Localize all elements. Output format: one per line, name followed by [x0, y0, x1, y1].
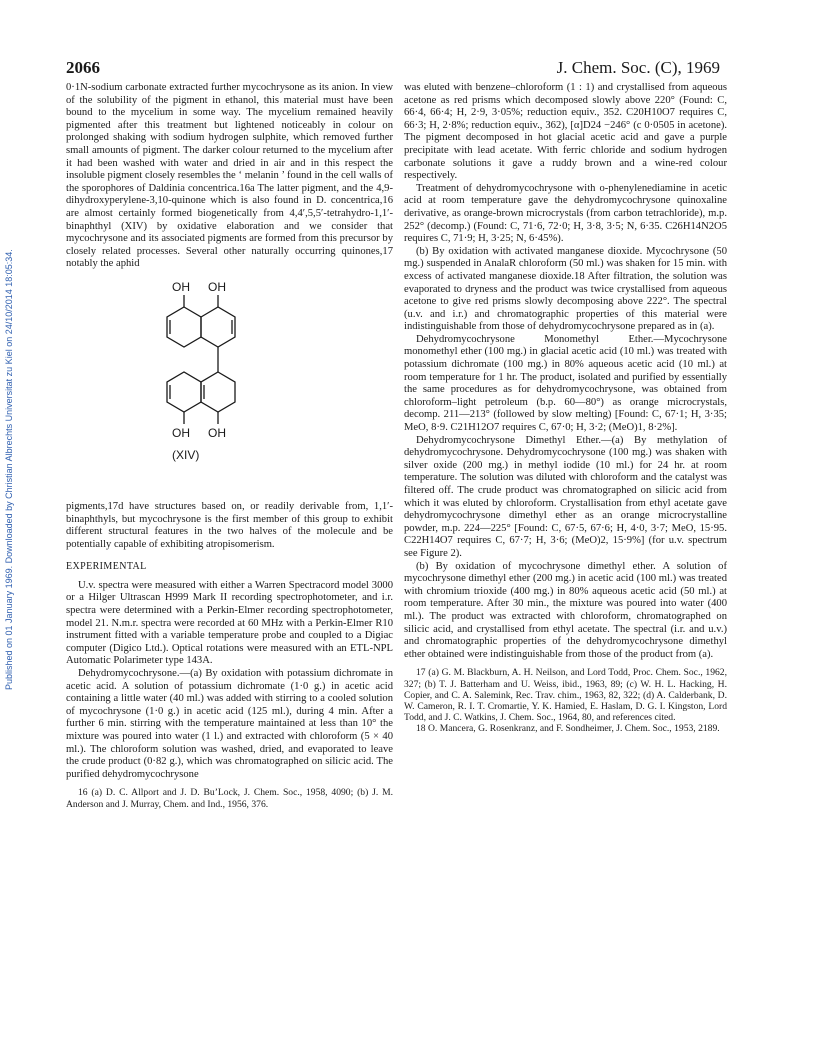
- journal-header: J. Chem. Soc. (C), 1969: [556, 58, 720, 77]
- left-column: [66, 82, 393, 810]
- binaphthyl-structure-diagram: [156, 275, 276, 497]
- footnote: 18 O. Mancera, G. Rosenkranz, and F. Sondheimer, J. Chem. Soc., 1953, 2189.: [416, 723, 720, 735]
- oh-label: OH: [172, 279, 190, 294]
- oh-label: OH: [208, 279, 226, 294]
- paragraph: Dehydromycochrysone Monomethyl Ether.—Mycochrysone monomethyl ether (100 mg.) in glacial acetic acid (10 ml.) was treated with potassium dichromate (100 mg.) in 80% aqueous acetic acid (10 ml.) at room temperature for 1 hr. The product, isolated and purified by essentially the same procedures as for dehydromycochrysone, was obtained from chloroform–light petroleum (b.p. 60—80°) as orange microcrystals, decomp. 211—213° (followed by slow melting) [Found: C, 67·1; H, 3·35; MeO, 8·9. C21H12O7 requires C, 67·0; H, 3·2; (MeO)1, 8·2%].: [404, 333, 727, 434]
- section-heading: EXPERIMENTAL: [66, 561, 147, 573]
- paragraph: was eluted with benzene–chloroform (1 : 1) and crystallised from aqueous acetone as red prisms which decomposed slowly above 220° (Found: C, 66·4, 66·4; H, 2·9, 3·05%; reduction equiv., 352. C20H10O7 requires C, 66·3; H, 2·8%; reduction equiv., 362), [α]D24 −246° (c 0·0505 in acetone). The pigment decomposed in hot glacial acetic acid and gave a purple precipitate with lead acetate. With ferric chloride and sodium hydrogen carbonate solutions it gave a ruddy brown and a wine-red colour respectively.: [404, 82, 727, 182]
- paragraph: pigments,17d have structures based on, or readily derivable from, 1,1′-binaphthyls, but mycochrysone is the first member of this group to exhibit different structural features in the two halves of the molecule and be potentially capable of exhibiting atropisomerism.: [66, 500, 393, 550]
- oh-label: OH: [172, 425, 190, 440]
- right-column: [404, 82, 727, 735]
- compound-label: (XIV): [172, 447, 200, 462]
- paragraph: Dehydromycochrysone Dimethyl Ether.—(a) By methylation of dehydromycochrysone. Dehydromycochrysone (100 mg.) was shaken with silver oxide (200 mg.) in methyl iodide (10 ml.) for 24 hr. at room temperature. The solution was diluted with chloroform and the catalyst was filtered off. The crude product was chromatographed on silicic acid from which it was eluted by chloroform. Crystallisation from ethyl acetate gave dehydromycochrysone dimethyl ether as an orange microcrystalline powder, m.p. 224—225° [Found: C, 67·5, 67·6; H, 4·0, 3·7; MeO, 15·95. C22H14O7 requires C, 67·7; H, 3·6; (MeO)2, 15·9%] (for u.v. spectrum see Figure 2).: [404, 434, 727, 559]
- footnote: 16 (a) D. C. Allport and J. D. Bu’Lock, J. Chem. Soc., 1958, 4090; (b) J. M. Anderson and J. Murray, Chem. and Ind., 1956, 376.: [66, 787, 393, 810]
- paragraph: (b) By oxidation with activated manganese dioxide. Mycochrysone (50 mg.) suspended in AnalaR chloroform (50 ml.) was shaken for 15 min. with excess of activated manganese dioxide.18 After filtration, the solution was evaporated to dryness and the product was twice crystallised from aqueous acetone to give red prisms slowly decomposing above 222°. The spectral (u.v. and i.r.) and chromatographic properties of this material were indistinguishable from those of dehydromycochrysone prepared as in (a).: [404, 245, 727, 333]
- paragraph: Treatment of dehydromycochrysone with o-phenylenediamine in acetic acid at room temperature gave the dehydromycochrysone quinoxaline derivative, as orange-brown microcrystals (from carbon tetrachloride), m.p. 252° (decomp.) (Found: C, 71·6, 72·0; H, 3·8, 3·5; N, 6·35. C26H14N2O5 requires C, 71·9; H, 3·25; N, 6·45%).: [404, 182, 727, 245]
- paragraph: Dehydromycochrysone.—(a) By oxidation with potassium dichromate in acetic acid. A solution of potassium dichromate (1·0 g.) in acetic acid containing a little water (40 ml.) was added with stirring to a cooled solution of mycochrysone (1·0 g.) in acetic acid (125 ml.), during 4 min. After a further 6 min. stirring with the temperature maintained at less than 10° the mixture was poured into water (1 l.) and extracted with chloroform (5 × 40 ml.). The chloroform solution was washed, dried, and evaporated to leave the crude product (0·82 g.), which was chromatographed on silicic acid. The purified dehydromycochrysone: [66, 668, 393, 780]
- paragraph: U.v. spectra were measured with either a Warren Spectracord model 3000 or a Hilger Ultrascan H999 Mark II recording spectrophotometer, and i.r. spectra were determined with a Perkin-Elmer recording spectrophotometer, model 21. N.m.r. spectra were recorded at 60 MHz with a Perkin-Elmer R10 instrument fitted with a variable temperature probe and coupled to a Digiac computer (Digico Ltd.). Optical rotations were measured with an ETL-NPL Automatic Polarimeter type 143A.: [66, 579, 393, 667]
- oh-label: OH: [208, 425, 226, 440]
- paragraph: (b) By oxidation of mycochrysone dimethyl ether. A solution of mycochrysone dimethyl ether (200 mg.) in acetic acid (100 ml.) was treated with chromium trioxide (400 mg.) in 80% aqueous acetic acid (50 ml.) at room temperature. After 30 min., the mixture was poured into water (400 ml.). The product was extracted with chloroform, chromatographed on silicic acid, and crystallised from ethyl acetate. The spectral (i.r. and u.v.) and chromatographic properties of the dehydromycochrysone dimethyl ether obtained were indistinguishable from those of the product from (a).: [404, 560, 727, 660]
- download-notice-sidebar: [0, 0, 20, 1055]
- paragraph: 0·1N-sodium carbonate extracted further mycochrysone as its anion. In view of the solubility of the pigment in ethanol, this material must have been bound to the mycelium in some way. The mycelium remained heavily pigmented after this treatment but lightened noticeably in colour on prolonged shaking with sodium hydrogen sulphite, which removed further small amounts of pigment. The darker colour returned to the mycelium after it had been washed with water and dried in air and in this respect the insoluble pigment closely resembles the ‘ melanin ’ found in the cell walls of the sporophores of Daldinia concentrica.16a The latter pigment, and the 4,9-dihydroxyperylene-3,10-quinone which is also found in D. concentrica,16 are almost certainly formed biogenetically from 4,4′,5,5′-tetrahydro-1,1′-binaphthyl (XIV) by oxidative elaboration and we consider that mycochrysone and its associated pigments are formed from this precursor by closely related processes. Several other naturally occurring quinones,17 notably the aphid: [66, 82, 393, 270]
- download-notice-text[interactable]: Published on 01 January 1969. Downloaded by Christian Albrechts Universitat zu Kiel on 24/10/2014 18:05:34.: [4, 249, 14, 690]
- page-number: 2066: [66, 58, 100, 77]
- footnote: 17 (a) G. M. Blackburn, A. H. Neilson, and Lord Todd, Proc. Chem. Soc., 1962, 327; (b) T. J. Batterham and U. Weiss, ibid., 1963, 89; (c) W. H. L. Hacking, H. Copier, and C. A. Salemink, Rec. Trav. chim., 1963, 82, 322; (d) A. Calderbank, D. W. Cameron, R. I. T. Cromartie, Y. K. Hamied, E. Haslam, D. G. I. Kingston, Lord Todd, and J. C. Watkins, J. Chem. Soc., 1964, 80, and references cited.: [404, 667, 727, 724]
